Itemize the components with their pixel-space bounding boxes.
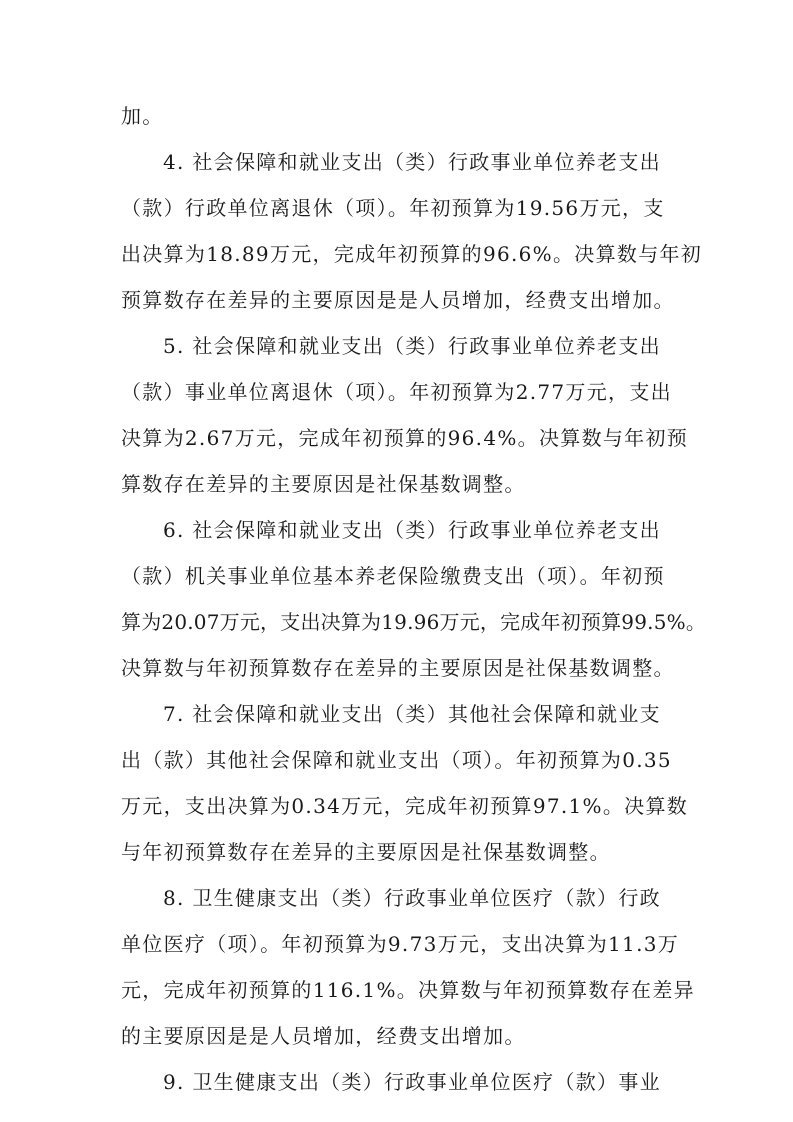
text-line: （款）事业单位离退休（项）。年初预算为2.77万元，支出 [121, 380, 672, 404]
text-line: 预算数存在差异的主要原因是是人员增加，经费支出增加。 [121, 288, 675, 312]
text-line: 加。 [121, 104, 164, 128]
text-line: 决算数与年初预算数存在差异的主要原因是社保基数调整。 [121, 656, 675, 680]
paragraph-8-heading: 8. 卫生健康支出（类）行政事业单位医疗（款）行政 [163, 886, 661, 910]
text-line: 单位医疗（项）。年初预算为9.73万元，支出决算为11.3万 [121, 932, 680, 956]
text-line: 万元，支出决算为0.34万元，完成年初预算97.1%。决算数 [121, 794, 689, 818]
paragraph-7-heading: 7. 社会保障和就业支出（类）其他社会保障和就业支 [163, 702, 661, 726]
paragraph-4-heading: 4. 社会保障和就业支出（类）行政事业单位养老支出 [163, 150, 661, 174]
text-line: 决算为2.67万元，完成年初预算的96.4%。决算数与年初预 [121, 426, 689, 450]
text-line: 算数存在差异的主要原因是社保基数调整。 [121, 472, 526, 496]
text-line: 出（款）其他社会保障和就业支出（项）。年初预算为0.35 [121, 748, 672, 772]
paragraph-9-heading: 9. 卫生健康支出（类）行政事业单位医疗（款）事业 [163, 1070, 661, 1094]
text-line: 元，完成年初预算的116.1%。决算数与年初预算数存在差异 [121, 978, 695, 1002]
text-line: 算为20.07万元，支出决算为19.96万元，完成年初预算99.5%。 [121, 610, 707, 634]
text-line: 出决算为18.89万元，完成年初预算的96.6%。决算数与年初 [121, 242, 703, 266]
text-line: 的主要原因是是人员增加，经费支出增加。 [121, 1024, 526, 1048]
paragraph-6-heading: 6. 社会保障和就业支出（类）行政事业单位养老支出 [163, 518, 661, 542]
paragraph-5-heading: 5. 社会保障和就业支出（类）行政事业单位养老支出 [163, 334, 661, 358]
text-line: 与年初预算数存在差异的主要原因是社保基数调整。 [121, 840, 611, 864]
text-line: （款）机关事业单位基本养老保险缴费支出（项）。年初预 [121, 564, 665, 588]
text-line: （款）行政单位离退休（项）。年初预算为19.56万元，支 [121, 196, 665, 220]
